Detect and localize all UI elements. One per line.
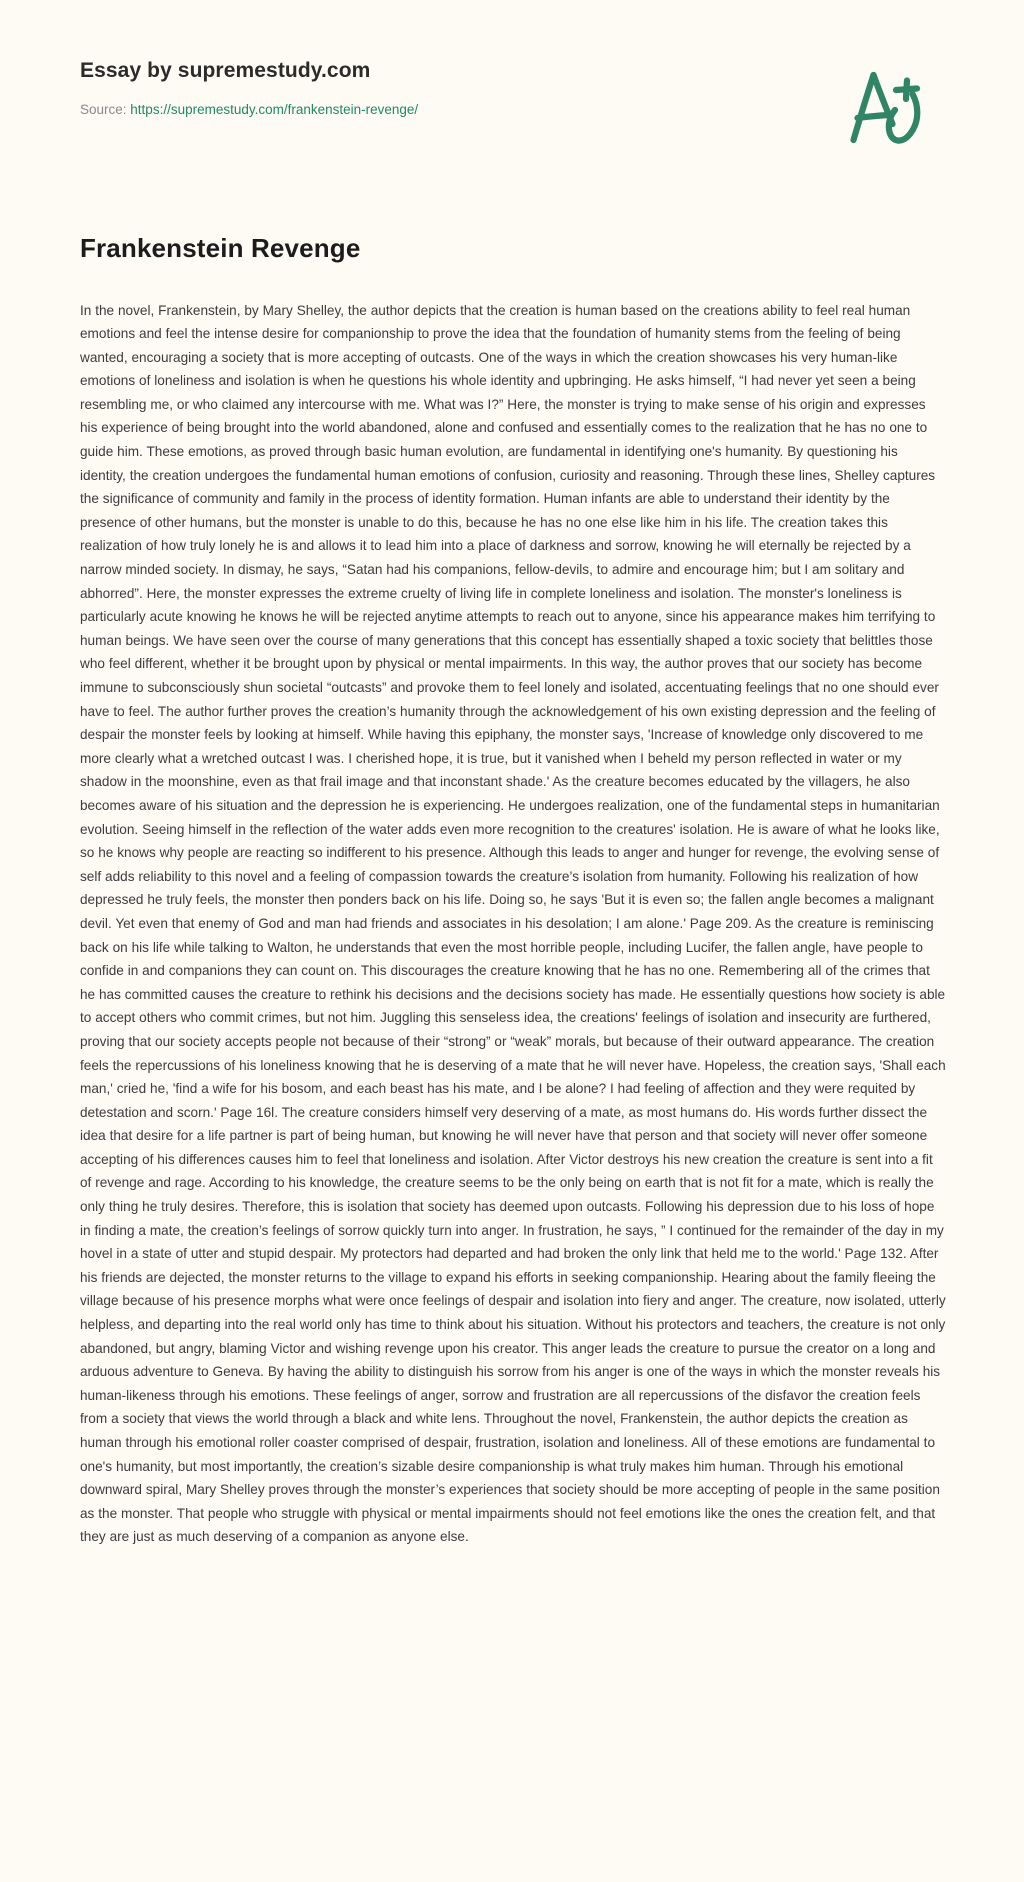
site-header <box>0 0 1024 148</box>
a-plus-logo-icon <box>840 62 928 148</box>
article <box>0 148 1024 1589</box>
source-url-link[interactable]: https://supremestudy.com/frankenstein-revenge/ <box>130 102 419 118</box>
essay-byline: Essay by supremestudy.com <box>80 59 371 82</box>
page-title: Frankenstein Revenge <box>80 233 361 263</box>
source-line <box>80 101 418 119</box>
source-label: Source: <box>80 102 127 118</box>
header-left-group <box>80 58 418 119</box>
article-body <box>80 265 946 1589</box>
essay-paragraph: In the novel, Frankenstein, by Mary Shelley, the author depicts that the creation is human based on the creations ability to feel real human emotions and feel the intense desire for companionship to prove the idea that the foundation of humanity stems from the feeling of being wanted, encouraging a society that is more accepting of outcasts. One of the ways in which the creation showcases his very human-like emotions of loneliness and isolation is when he questions his whole identity and upbringing. He asks himself, “I had never yet seen a being resembling me, or who claimed any intercourse with me. What was I?” Here, the monster is trying to make sense of his origin and expresses his experience of being brought into the world abandoned, alone and confused and essentially comes to the realization that he has no one to guide him. These emotions, as proved through basic human evolution, are fundamental in identifying one's humanity. By questioning his identity, the creation undergoes the fundamental human emotions of confusion, curiosity and reasoning. Through these lines, Shelley captures the significance of community and family in the process of identity formation. Human infants are able to understand their identity by the presence of other humans, but the monster is unable to do this, because he has no one else like him in his life. The creation takes this realization of how truly lonely he is and allows it to lead him into a place of darkness and sorrow, knowing he will eternally be rejected by a narrow minded society. In dismay, he says, “Satan had his companions, fellow-devils, to admire and encourage him; but I am solitary and abhorred”. Here, the monster expresses the extreme cruelty of living life in complete loneliness and isolation. The monster's loneliness is particularly acute knowing he knows he will be rejected anytime attempts to reach out to anyone, since his appearance makes him terrifying to human beings. We have seen over the course of many generations that this concept has essentially shaped a toxic society that belittles those who feel different, whether it be brought upon by physical or mental impairments. In this way, the author proves that our society has become immune to subconsciously shun societal “outcasts” and provoke them to feel lonely and isolated, accentuating feelings that no one should ever have to feel. The author further proves the creation’s humanity through the acknowledgement of his own existing depression and the feeling of despair the monster feels by looking at himself. While having this epiphany, the monster says, 'Increase of knowledge only discovered to me more clearly what a wretched outcast I was. I cherished hope, it is true, but it vanished when I beheld my person reflected in water or my shadow in the moonshine, even as that frail image and that inconstant shade.' As the creature becomes educated by the villagers, he also becomes aware of his situation and the depression he is experiencing. He undergoes realization, one of the fundamental steps in humanitarian evolution. Seeing himself in the reflection of the water adds even more recognition to the creatures' isolation. He is aware of what he looks like, so he knows why people are reacting so indifferent to his presence. Although this leads to anger and hunger for revenge, the evolving sense of self adds reliability to this novel and a feeling of compassion towards the creature’s isolation from humanity. Following his realization of how depressed he truly feels, the monster then ponders back on his life. Doing so, he says 'But it is even so; the fallen angle becomes a malignant devil. Yet even that enemy of God and man had friends and associates in his desolation; I am alone.' Page 209. As the creature is reminiscing back on his life while talking to Walton, he understands that even the most horrible people, including Lucifer, the fallen angle, have people to confide in and companions they can count on. This discourages the creature knowing that he has no one. Remembering all of the crimes that he has committed causes the creature to rethink his decisions and the decisions society has made. He essentially questions how society is able to accept others who commit crimes, but not him. Juggling this senseless idea, the creations' feelings of isolation and insecurity are furthered, proving that our society accepts people not because of their “strong” or “weak” morals, but because of their outward appearance. The creation feels the repercussions of his loneliness knowing that he is deserving of a mate that he will never have. Hopeless, the creation says, 'Shall each man,' cried he, 'find a wife for his bosom, and each beast has his mate, and I be alone? I had feeling of affection and they were requited by detestation and scorn.' Page 16l. The creature considers himself very deserving of a mate, as most humans do. His words further dissect the idea that desire for a life partner is part of being human, but knowing he will never have that person and that society will never offer someone accepting of his differences causes him to feel that loneliness and isolation. After Victor destroys his new creation the creature is sent into a fit of revenge and rage. According to his knowledge, the creature seems to be the only being on earth that is not fit for a mate, which is really the only thing he truly desires. Therefore, this is isolation that society has deemed upon outcasts. Following his depression due to his loss of hope in finding a mate, the creation’s feelings of sorrow quickly turn into anger. In frustration, he says, ” I continued for the remainder of the day in my hovel in a state of utter and stupid despair. My protectors had departed and had broken the only link that held me to the world.' Page 132. After his friends are dejected, the monster returns to the village to expand his efforts in seeking companionship. Hearing about the family fleeing the village because of his presence morphs what were once feelings of despair and isolation into fiery and anger. The creature, now isolated, utterly helpless, and departing into the real world only has time to think about his situation. Without his protectors and teachers, the creature is not only abandoned, but angry, blaming Victor and wishing revenge upon his creator. This anger leads the creature to pursue the creator on a long and arduous adventure to Geneva. By having the ability to distinguish his sorrow from his anger is one of the ways in which the monster reveals his human-likeness through his emotions. These feelings of anger, sorrow and frustration are all repercussions of the disfavor the creation feels from a society that views the world through a black and white lens. Throughout the novel, Frankenstein, the author depicts the creation as human through his emotional roller coaster comprised of despair, frustration, isolation and loneliness. All of these emotions are fundamental to one's humanity, but most importantly, the creation’s sizable desire companionship is what truly makes him human. Through his emotional downward spiral, Mary Shelley proves through the monster’s experiences that society should be more accepting of people in the same position as the monster. That people who struggle with physical or mental impairments should not feel emotions like the ones the creation felt, and that they are just as much deserving of a companion as anyone else. <box>80 302 946 1545</box>
